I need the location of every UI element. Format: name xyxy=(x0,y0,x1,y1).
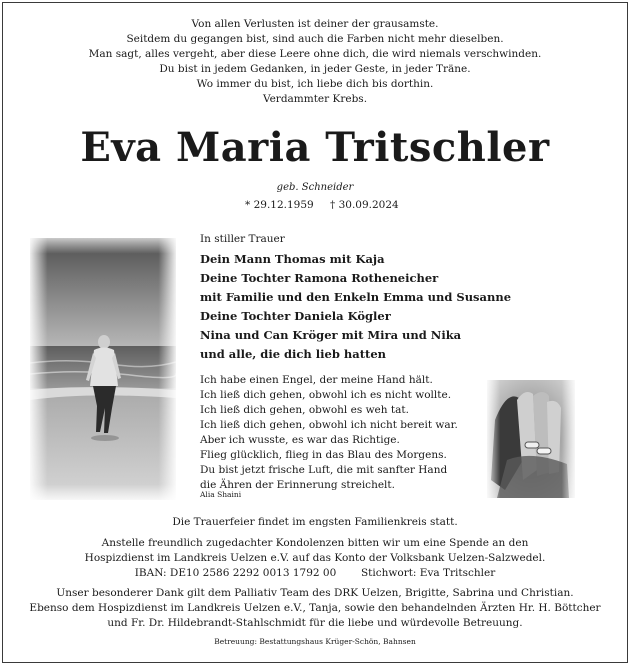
thanks-line: Unser besonderer Dank gilt dem Palliativ Team des DRK Uelzen, Brigitte, Sabrina und Christian. xyxy=(56,587,574,599)
bank-details xyxy=(0,566,630,581)
thanks-line: Ebenso dem Hospizdienst im Landkreis Uelzen e.V., Tanja, sowie den behandelnden Ärzten Hr. H. Böttcher xyxy=(29,602,601,614)
iban: IBAN: DE10 2586 2292 0013 1792 00 xyxy=(134,567,337,579)
hands-photo xyxy=(487,380,575,498)
mourner-line: Deine Tochter Ramona Rotheneicher xyxy=(200,271,439,285)
undertaker-credit: Betreuung: Bestattungshaus Krüger-Schön, Bahnsen xyxy=(214,637,416,646)
thanks-line: und Fr. Dr. Hildebrandt-Stahlschmidt für die liebe und würdevolle Betreuung. xyxy=(107,617,523,629)
donation-line: Anstelle freundlich zugedachter Kondolenzen bitten wir um eine Spende an den xyxy=(101,537,529,549)
poem-line: Ich habe einen Engel, der meine Hand hält. xyxy=(200,374,433,386)
mourner-line: mit Familie und den Enkeln Emma und Susanne xyxy=(200,290,512,304)
intro-line: Man sagt, alles vergeht, aber diese Leere ohne dich, die wird niemals verschwinden. xyxy=(88,48,542,60)
donation-request xyxy=(0,536,630,581)
donation-keyword: Stichwort: Eva Tritschler xyxy=(360,567,496,579)
death-date: † 30.09.2024 xyxy=(330,199,399,211)
poem-line: Ich ließ dich gehen, obwohl es weh tat. xyxy=(200,404,409,416)
mourner-line: Dein Mann Thomas mit Kaja xyxy=(200,252,385,266)
mourner-line: Deine Tochter Daniela Kögler xyxy=(200,309,391,323)
donation-line: Hospizdienst im Landkreis Uelzen e.V. auf das Konto der Volksbank Uelzen-Salzwedel. xyxy=(84,552,546,564)
thanks-note xyxy=(0,586,630,631)
birth-name: geb. Schneider xyxy=(276,182,354,193)
birth-date: * 29.12.1959 xyxy=(245,199,314,211)
mourners-list xyxy=(200,250,511,364)
poem-line: Ich ließ dich gehen, obwohl ich nicht bereit war. xyxy=(200,419,458,431)
mourner-line: und alle, die dich lieb hatten xyxy=(200,347,386,361)
poem-line: die Ähren der Erinnerung streichelt. xyxy=(200,479,395,491)
intro-line: Von allen Verlusten ist deiner der grausamste. xyxy=(191,18,439,30)
poem-line: Aber ich wusste, es war das Richtige. xyxy=(200,434,400,446)
funeral-note: Die Trauerfeier findet im engsten Familienkreis statt. xyxy=(172,516,458,528)
deceased-name: Eva Maria Tritschler xyxy=(80,124,550,171)
poem-line: Flieg glücklich, flieg in das Blau des Morgens. xyxy=(200,449,447,461)
poem xyxy=(200,373,458,493)
mourning-heading: In stiller Trauer xyxy=(200,233,285,245)
intro-line: Du bist in jedem Gedanken, in jeder Geste, in jeder Träne. xyxy=(159,63,471,75)
intro-line: Verdammter Krebs. xyxy=(262,93,368,105)
poem-line: Du bist jetzt frische Luft, die mit sanfter Hand xyxy=(200,464,448,476)
poem-author: Alia Shaini xyxy=(200,490,242,499)
poem-line: Ich ließ dich gehen, obwohl ich es nicht wollte. xyxy=(200,389,452,401)
intro-line: Seitdem du gegangen bist, sind auch die Farben nicht mehr dieselben. xyxy=(126,33,504,45)
intro-verse xyxy=(0,17,630,107)
beach-photo xyxy=(30,238,176,500)
intro-line: Wo immer du bist, ich liebe dich bis dorthin. xyxy=(196,78,434,90)
mourner-line: Nina und Can Kröger mit Mira und Nika xyxy=(200,328,462,342)
